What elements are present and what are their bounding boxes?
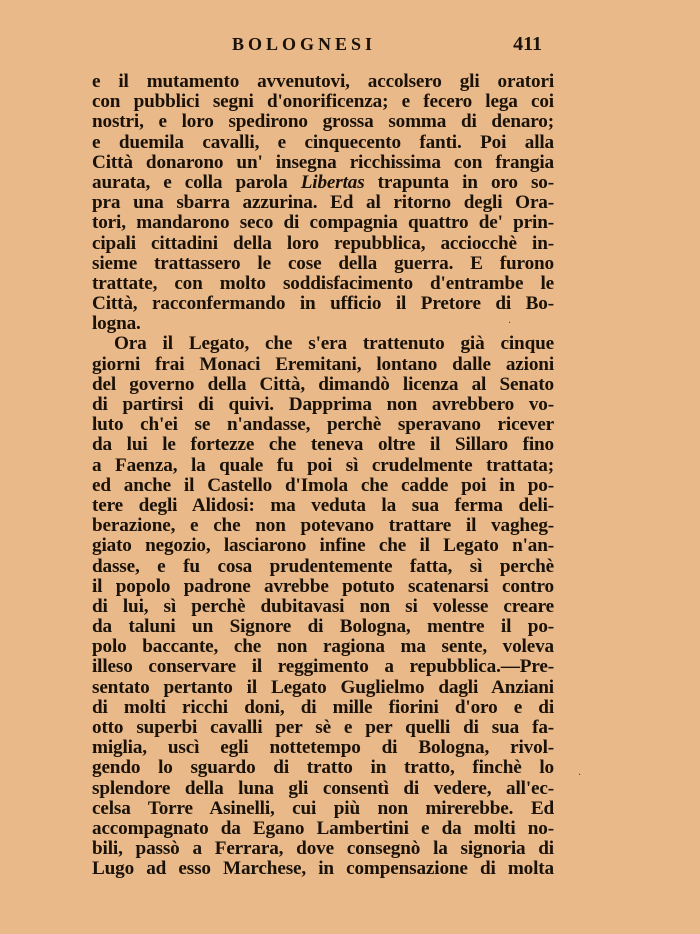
text-line: gendo lo sguardo di tratto in tratto, finchè lo	[92, 757, 554, 779]
text-line: illeso conservare il reggimento a repubblica.—Pre-	[92, 656, 554, 678]
text-line: giorni frai Monaci Eremitani, lontano dalle azioni	[92, 353, 554, 375]
text-line: di partirsi di quivi. Dapprima non avrebbero vo-	[92, 394, 554, 415]
margin-speck: ·	[578, 770, 582, 781]
text-line: polo baccante, che non ragiona ma sente, voleva	[92, 636, 554, 658]
italic-word: Libertas	[300, 171, 365, 193]
text-line: di molti ricchi doni, di mille fiorini d'oro e di	[92, 696, 554, 718]
text-line: sentato pertanto il Legato Guglielmo dagli Anziani	[92, 676, 554, 698]
text-line: Lugo ad esso Marchese, in compensazione di molta	[92, 858, 554, 880]
text-line: trattate, con molto soddisfacimento d'entrambe le	[92, 272, 554, 294]
text-line: con pubblici segni d'onorificenza; e fecero lega coi	[92, 91, 554, 113]
text-line: bili, passò a Ferrara, dove consegnò la signoria di	[92, 838, 554, 860]
text-line: Città donarono un' insegna ricchissima con frangia	[92, 151, 554, 173]
margin-speck: ·	[508, 318, 512, 329]
text-line: cipali cittadini della loro repubblica, acciocchè in-	[92, 232, 554, 254]
page-number: 411	[513, 33, 542, 55]
running-head: BOLOGNESI	[232, 34, 377, 54]
text-line: miglia, uscì egli nottetempo di Bologna, rivol-	[92, 737, 554, 759]
text-line: accompagnato da Egano Lambertini e da molti no-	[92, 817, 554, 839]
text-line: Città, racconfermando in ufficio il Pretore di Bo-	[92, 293, 554, 315]
text-line: celsa Torre Asinelli, cui più non mirerebbe. Ed	[92, 797, 554, 819]
text-line: tere degli Alidosi: ma veduta la sua ferma deli-	[92, 494, 554, 516]
text-line: di lui, sì perchè dubitavasi non si volesse creare	[92, 595, 554, 617]
text-line: da lui le fortezze che teneva oltre il Sillaro fino	[92, 434, 554, 456]
text-line: ed anche il Castello d'Imola che cadde poi in po-	[92, 474, 554, 496]
text-line: luto ch'ei se n'andasse, perchè speravano ricever	[92, 414, 554, 436]
text-line: del governo della Città, dimandò licenza al Senato	[92, 373, 554, 395]
body-text	[92, 72, 554, 880]
text-line: da taluni un Signore di Bologna, mentre il po-	[92, 616, 554, 638]
text-line: sieme trattassero le cose della guerra. E furono	[92, 252, 554, 274]
text-line: tori, mandarono seco di compagnia quattro de' prin-	[92, 212, 554, 234]
text-line: giato negozio, lasciarono infine che il Legato n'an-	[92, 535, 554, 557]
text-line: otto superbi cavalli per sè e per quelli di sua fa-	[92, 717, 554, 738]
text-line: e duemila cavalli, e cinquecento fanti. Poi alla	[92, 131, 554, 153]
text-line: nostri, e loro spedirono grossa somma di denaro;	[92, 111, 554, 133]
text-line: a Faenza, la quale fu poi sì crudelmente trattata;	[92, 454, 554, 476]
text-line: berazione, e che non potevano trattare il vagheg-	[92, 515, 554, 537]
text-line: splendore della luna gli consentì di vedere, all'ec-	[92, 777, 554, 799]
text-line: Ora il Legato, che s'era trattenuto già cinque	[114, 333, 554, 355]
text-line: logna.	[92, 313, 141, 335]
text-line: il popolo padrone avrebbe potuto scatenarsi contro	[92, 575, 554, 597]
text-line: pra una sbarra azzurina. Ed al ritorno degli Ora-	[92, 192, 554, 214]
text-line: dasse, e fu cosa prudentemente fatta, sì perchè	[92, 555, 554, 577]
text-line: e il mutamento avvenutovi, accolsero gli oratori	[92, 71, 554, 92]
text-line: aurata, e colla parola Libertas trapunta in oro so-	[92, 171, 554, 193]
page-header	[92, 34, 552, 58]
